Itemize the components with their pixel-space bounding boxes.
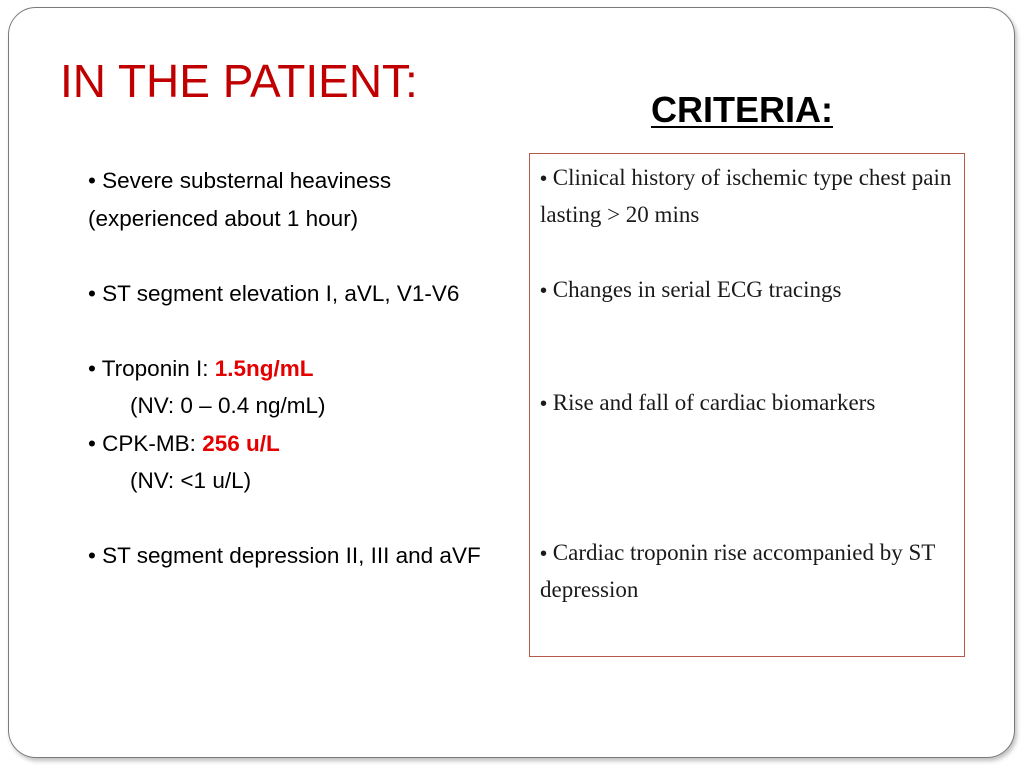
- patient-item-st-depression: [88, 537, 483, 575]
- criteria-item-biomarkers: [540, 385, 960, 422]
- criteria-item-chest-pain: [540, 160, 960, 233]
- bullet: •: [88, 543, 96, 568]
- patient-item-cpk-mb: [88, 425, 483, 463]
- patient-findings-list: [88, 162, 483, 575]
- criteria-item-text: Rise and fall of cardiac biomarkers: [552, 390, 876, 415]
- bullet: •: [540, 543, 548, 565]
- criteria-item-text: Changes in serial ECG tracings: [552, 277, 842, 302]
- patient-item-troponin: [88, 350, 483, 388]
- bullet: •: [88, 280, 96, 306]
- bullet: •: [88, 355, 96, 381]
- criteria-item-ecg-changes: [540, 272, 960, 309]
- troponin-normal-value: (NV: 0 – 0.4 ng/mL): [130, 393, 326, 418]
- slide-title: IN THE PATIENT:: [60, 55, 418, 107]
- patient-item-text: ST segment elevation I, aVL, V1-V6: [102, 280, 460, 306]
- bullet: •: [540, 393, 548, 415]
- patient-item-substernal-heaviness: [88, 162, 483, 237]
- bullet: •: [540, 168, 548, 190]
- cpk-normal-value: (NV: <1 u/L): [130, 468, 252, 493]
- bullet: •: [540, 280, 548, 302]
- criteria-item-text: Cardiac troponin rise accompanied by ST depression: [540, 540, 935, 602]
- troponin-value: 1.5ng/mL: [214, 355, 314, 381]
- cpk-value: 256 u/L: [202, 430, 280, 456]
- bullet: •: [88, 430, 96, 456]
- criteria-box: [529, 153, 965, 657]
- patient-item-st-elevation: [88, 275, 483, 313]
- criteria-heading: CRITERIA:: [651, 89, 833, 130]
- criteria-item-troponin-st-depression: [540, 535, 960, 608]
- bullet: •: [88, 168, 96, 193]
- troponin-label: Troponin I:: [101, 355, 209, 381]
- criteria-item-text: Clinical history of ischemic type chest pain lasting > 20 mins: [540, 165, 952, 227]
- patient-item-text: ST segment depression II, III and aVF: [102, 543, 481, 568]
- patient-item-text: Severe substernal heaviness (experienced about 1 hour): [88, 168, 392, 231]
- cpk-label: CPK-MB:: [102, 430, 196, 456]
